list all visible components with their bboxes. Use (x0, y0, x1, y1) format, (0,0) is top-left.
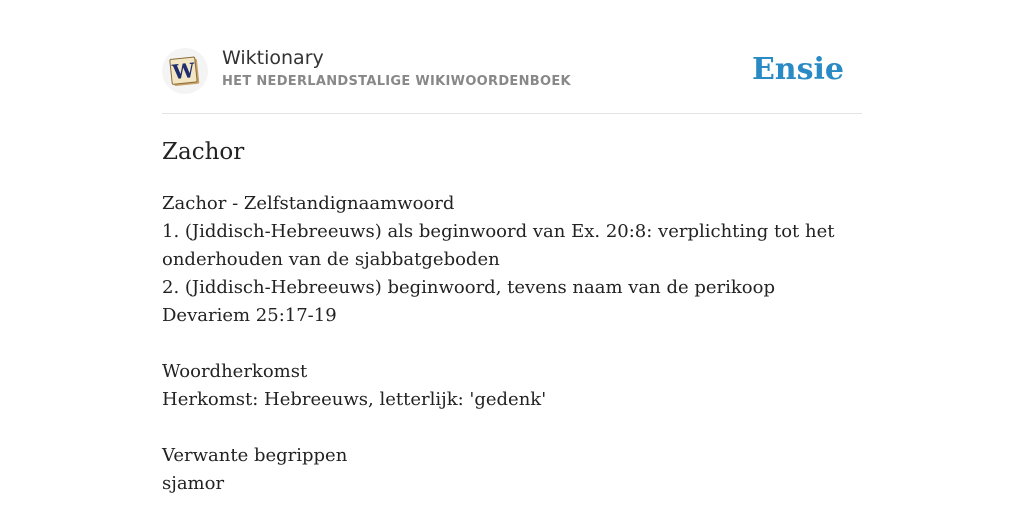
site-header (162, 46, 862, 114)
etymology-text: Herkomst: Hebreeuws, letterlijk: 'gedenk' (162, 389, 547, 410)
brand-tagline: HET NEDERLANDSTALIGE WIKIWOORDENBOEK (222, 74, 571, 89)
wiktionary-tile-icon (167, 53, 203, 89)
ensie-logo-link[interactable]: Ensie (751, 52, 844, 87)
related-term: sjamor (162, 473, 225, 494)
page-title: Zachor (162, 139, 245, 165)
spacer (162, 414, 842, 442)
definition-item: 1. (Jiddisch-Hebreeuws) als beginwoord van Ex. 20:8: verplichting tot het onderhouden van de sjabbatgeboden (162, 221, 835, 270)
entry-content (162, 190, 842, 498)
logo-letter: W (171, 58, 196, 85)
definition-item: 2. (Jiddisch-Hebreeuws) beginwoord, tevens naam van de perikoop Devariem 25:17-19 (162, 277, 776, 326)
entry-headline: Zachor - Zelfstandignaamwoord (162, 193, 455, 214)
wiktionary-logo[interactable] (162, 48, 208, 94)
etymology-heading: Woordherkomst (162, 361, 308, 382)
brand-name[interactable]: Wiktionary (222, 47, 324, 69)
related-heading: Verwante begrippen (162, 445, 348, 466)
spacer (162, 330, 842, 358)
